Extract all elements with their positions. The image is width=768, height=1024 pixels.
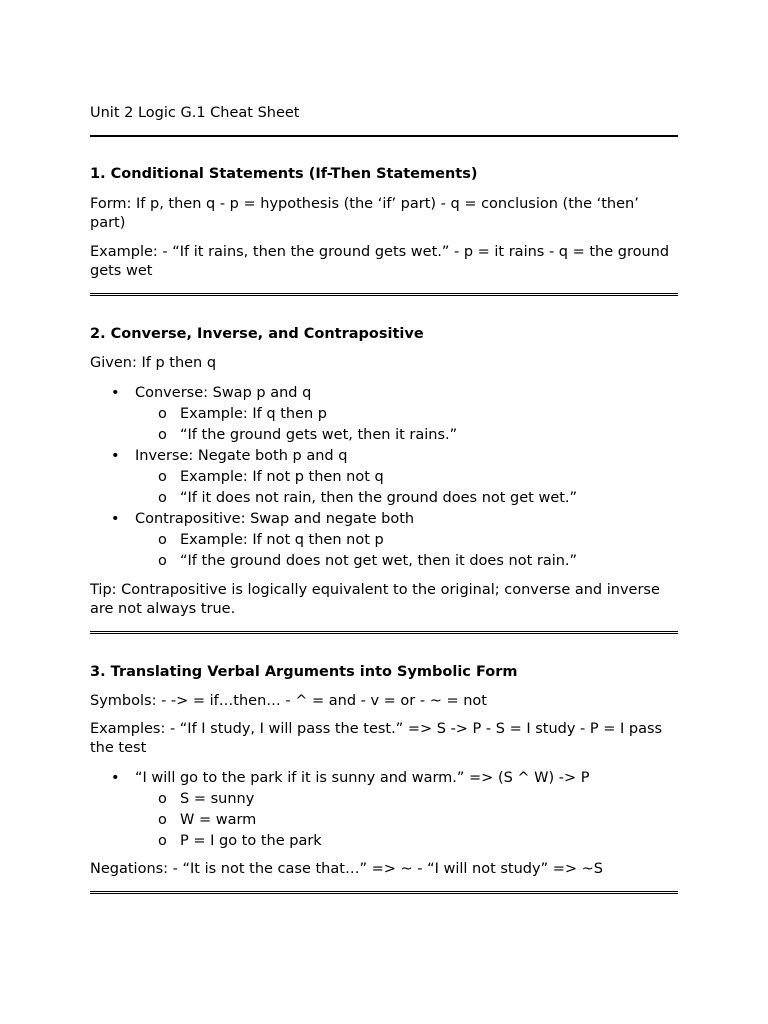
sub-list-item-text: Example: If not q then not p	[180, 532, 384, 548]
sub-list-item-text: P = I go to the park	[180, 833, 322, 849]
list-item-contrapositive	[90, 509, 678, 572]
circle-bullet-icon: o	[158, 427, 167, 443]
sub-list-item	[135, 467, 678, 488]
circle-bullet-icon: o	[158, 833, 167, 849]
circle-bullet-icon: o	[158, 532, 167, 548]
sub-list-item	[135, 551, 678, 572]
cheat-sheet-page	[90, 104, 678, 894]
sub-list-item	[135, 404, 678, 425]
circle-bullet-icon: o	[158, 791, 167, 807]
bullet-list	[90, 768, 678, 852]
sub-list-item-text: “If the ground gets wet, then it rains.”	[180, 427, 458, 443]
sub-list-item	[135, 425, 678, 446]
section-heading: 1. Conditional Statements (If-Then Statements)	[90, 166, 478, 182]
form-paragraph: Form: If p, then q - p = hypothesis (the ‘if’ part) - q = conclusion (the ‘then’ part)	[90, 196, 639, 231]
bullet-icon: •	[111, 511, 120, 527]
circle-bullet-icon: o	[158, 406, 167, 422]
title-divider	[90, 135, 678, 137]
circle-bullet-icon: o	[158, 553, 167, 569]
section-conditional-statements	[90, 165, 678, 281]
example-paragraph: Example: - “If it rains, then the ground gets wet.” - p = it rains - q = the ground gets wet	[90, 244, 670, 279]
sub-list	[135, 467, 678, 509]
sub-list-item-text: Example: If not p then not q	[180, 469, 384, 485]
list-item-label: Converse: Swap p and q	[135, 385, 312, 401]
sub-list-item-text: “If the ground does not get wet, then it does not rain.”	[180, 553, 578, 569]
section-converse-inverse-contrapositive	[90, 325, 678, 619]
section-divider	[90, 891, 678, 894]
section-heading: 2. Converse, Inverse, and Contrapositive	[90, 326, 424, 342]
sub-list-item	[135, 530, 678, 551]
section-divider	[90, 293, 678, 296]
bullet-icon: •	[111, 770, 120, 786]
sub-list-item-text: “If it does not rain, then the ground does not get wet.”	[180, 490, 578, 506]
bullet-icon: •	[111, 448, 120, 464]
sub-list-item	[135, 831, 678, 852]
sub-list	[135, 789, 678, 852]
list-item-converse	[90, 383, 678, 446]
list-item-inverse	[90, 446, 678, 509]
bullet-list	[90, 383, 678, 572]
circle-bullet-icon: o	[158, 469, 167, 485]
sub-list-item-text: Example: If q then p	[180, 406, 328, 422]
tip-paragraph: Tip: Contrapositive is logically equivalent to the original; converse and inverse are not always true.	[90, 582, 660, 617]
list-item-label: “I will go to the park if it is sunny and warm.” => (S ^ W) -> P	[135, 770, 590, 786]
section-divider	[90, 631, 678, 634]
document-title: Unit 2 Logic G.1 Cheat Sheet	[90, 105, 300, 121]
list-item-label: Inverse: Negate both p and q	[135, 448, 348, 464]
circle-bullet-icon: o	[158, 490, 167, 506]
sub-list	[135, 404, 678, 446]
list-item-label: Contrapositive: Swap and negate both	[135, 511, 415, 527]
negations-paragraph: Negations: - “It is not the case that…” => ~ - “I will not study” => ~S	[90, 861, 603, 877]
section-translating-arguments	[90, 663, 678, 879]
sub-list-item-text: S = sunny	[180, 791, 255, 807]
section-heading: 3. Translating Verbal Arguments into Symbolic Form	[90, 664, 518, 680]
bullet-icon: •	[111, 385, 120, 401]
sub-list-item	[135, 488, 678, 509]
given-paragraph: Given: If p then q	[90, 355, 217, 371]
sub-list-item-text: W = warm	[180, 812, 257, 828]
circle-bullet-icon: o	[158, 812, 167, 828]
examples-paragraph: Examples: - “If I study, I will pass the test.” => S -> P - S = I study - P = I pass the test	[90, 721, 663, 756]
list-item-park-example	[90, 768, 678, 852]
sub-list-item	[135, 789, 678, 810]
sub-list	[135, 530, 678, 572]
sub-list-item	[135, 810, 678, 831]
symbols-paragraph: Symbols: - -> = if…then… - ^ = and - v = or - ~ = not	[90, 693, 487, 709]
